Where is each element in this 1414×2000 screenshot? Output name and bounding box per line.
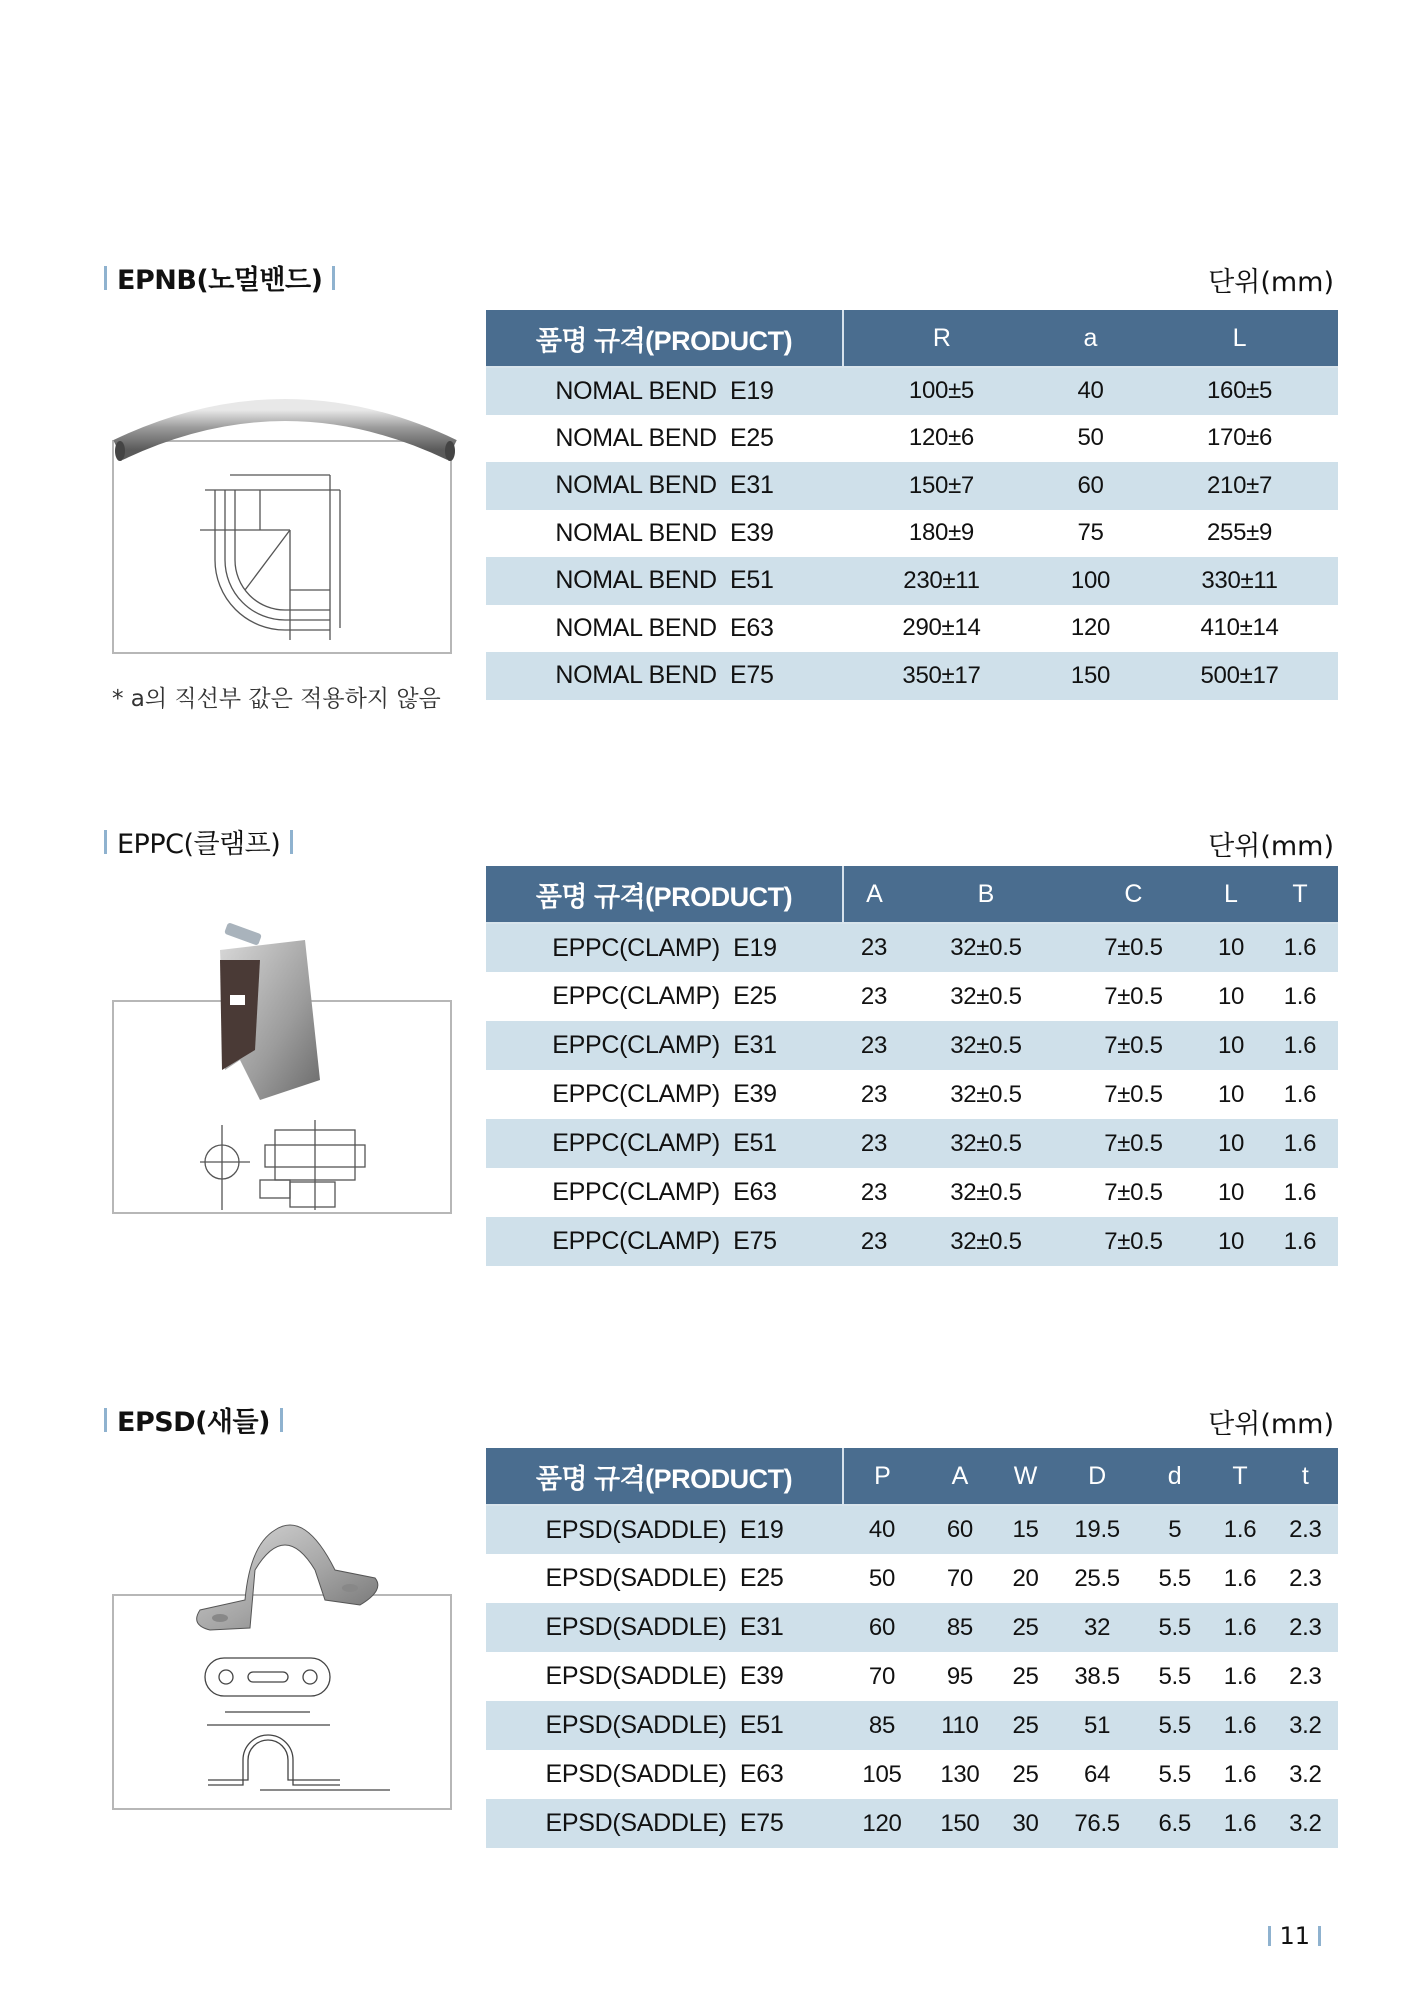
spec-value-cell: 23 xyxy=(843,1119,905,1168)
spec-value-cell: 1.6 xyxy=(1283,982,1317,1010)
spec-value-cell: 32±0.5 xyxy=(950,982,1022,1010)
table-row xyxy=(486,1603,1338,1652)
spec-value-cell: 75 xyxy=(1077,519,1104,547)
page-number-text: 11 xyxy=(1279,1922,1310,1950)
spec-value-cell: 7±0.5 xyxy=(1067,923,1200,972)
spec-value-cell: 105 xyxy=(862,1760,902,1788)
unit-label: 단위(mm) xyxy=(1208,267,1334,298)
spec-value-cell: 10 xyxy=(1217,1178,1245,1206)
spec-value-cell: 85 xyxy=(843,1701,921,1750)
spec-value-cell: 20 xyxy=(1012,1564,1039,1592)
product-name-cell: EPSD(SADDLE) E31 xyxy=(486,1603,843,1652)
table-row xyxy=(486,415,1338,463)
product-name-cell: EPSD(SADDLE) E25 xyxy=(545,1564,784,1592)
spec-value-cell: 23 xyxy=(843,1217,905,1266)
spec-value-cell: 85 xyxy=(921,1603,999,1652)
spec-value-cell: 7±0.5 xyxy=(1067,1021,1200,1070)
spec-value-cell: 1.6 xyxy=(1207,1799,1272,1848)
product-name-cell: EPPC(CLAMP) E51 xyxy=(486,1119,843,1168)
spec-value-cell: 19.5 xyxy=(1052,1505,1142,1554)
spec-value-cell: 25 xyxy=(999,1701,1052,1750)
product-name-cell: NOMAL BEND E25 xyxy=(555,423,774,452)
spec-value-cell: 60 xyxy=(843,1603,921,1652)
column-header: 품명 규격(PRODUCT) xyxy=(486,310,843,367)
spec-value-cell: 1.6 xyxy=(1283,1080,1317,1108)
spec-value-cell: 23 xyxy=(843,1021,905,1070)
product-name-cell: EPSD(SADDLE) E63 xyxy=(545,1760,784,1788)
spec-value-cell: 23 xyxy=(843,923,905,972)
spec-value-cell: 32 xyxy=(1052,1603,1142,1652)
title-accent-bar xyxy=(280,1408,283,1432)
spec-value-cell: 1.6 xyxy=(1223,1564,1257,1592)
section-title-epsd xyxy=(104,1400,293,1439)
spec-value-cell: 500±17 xyxy=(1141,652,1338,700)
spec-value-cell: 7±0.5 xyxy=(1067,1119,1200,1168)
spec-value-cell: 3.2 xyxy=(1289,1760,1322,1788)
spec-value-cell: 1.6 xyxy=(1223,1760,1257,1788)
column-header: L xyxy=(1200,866,1262,923)
epnb-spec-table xyxy=(486,310,1338,700)
product-name-cell: EPPC(CLAMP) E75 xyxy=(486,1217,843,1266)
page-accent-bar xyxy=(1268,1926,1271,1946)
clamp-illustration xyxy=(110,920,460,1230)
product-name-cell: NOMAL BEND E19 xyxy=(486,367,843,415)
spec-value-cell: 32±0.5 xyxy=(905,1217,1067,1266)
spec-value-cell: 255±9 xyxy=(1206,519,1273,547)
spec-value-cell: 2.3 xyxy=(1273,1505,1338,1554)
eppc-spec-table xyxy=(486,866,1338,1266)
title-accent-bar xyxy=(104,266,107,290)
spec-value-cell: 120 xyxy=(843,1799,921,1848)
spec-value-cell: 120±6 xyxy=(908,424,974,452)
spec-value-cell: 95 xyxy=(946,1662,973,1690)
spec-value-cell: 7±0.5 xyxy=(1104,1080,1163,1108)
spec-value-cell: 32±0.5 xyxy=(905,1119,1067,1168)
column-header: a xyxy=(1040,310,1141,367)
column-header: L xyxy=(1141,310,1338,367)
spec-value-cell: 5 xyxy=(1142,1505,1207,1554)
saddle-illustration xyxy=(110,1490,460,1820)
spec-value-cell: 25 xyxy=(1012,1760,1039,1788)
table-header-row xyxy=(486,310,1338,367)
spec-value-cell: 10 xyxy=(1200,1119,1262,1168)
section-title-text: EPNB(노멀밴드) xyxy=(117,265,323,296)
table-row xyxy=(486,923,1338,972)
product-name-cell: EPSD(SADDLE) E19 xyxy=(486,1505,843,1554)
spec-value-cell: 110 xyxy=(921,1701,999,1750)
column-header: D xyxy=(1052,1448,1142,1505)
table-row xyxy=(486,367,1338,415)
spec-value-cell: 3.2 xyxy=(1273,1701,1338,1750)
spec-value-cell: 32±0.5 xyxy=(905,923,1067,972)
title-accent-bar xyxy=(332,266,335,290)
unit-label: 단위(mm) xyxy=(1208,1409,1334,1440)
table-row xyxy=(486,605,1338,653)
column-header: B xyxy=(905,866,1067,923)
spec-value-cell: 150 xyxy=(921,1799,999,1848)
spec-value-cell: 160±5 xyxy=(1141,367,1338,415)
spec-value-cell: 410±14 xyxy=(1200,614,1279,642)
spec-value-cell: 10 xyxy=(1217,1080,1245,1108)
spec-value-cell: 150±7 xyxy=(843,462,1040,510)
title-accent-bar xyxy=(290,830,293,854)
table-row xyxy=(486,1119,1338,1168)
product-name-cell: NOMAL BEND E51 xyxy=(486,557,843,605)
column-header: A xyxy=(921,1448,999,1505)
table-header-row xyxy=(486,1448,1338,1505)
spec-value-cell: 7±0.5 xyxy=(1067,1217,1200,1266)
spec-value-cell: 7±0.5 xyxy=(1104,1178,1163,1206)
page-number xyxy=(1260,1922,1329,1950)
spec-value-cell: 5.5 xyxy=(1158,1662,1191,1690)
spec-value-cell: 60 xyxy=(1040,462,1141,510)
spec-value-cell: 290±14 xyxy=(902,614,981,642)
product-name-cell: NOMAL BEND E75 xyxy=(486,652,843,700)
spec-value-cell: 230±11 xyxy=(843,557,1040,605)
column-header: T xyxy=(1262,866,1338,923)
product-name-cell: EPSD(SADDLE) E75 xyxy=(486,1799,843,1848)
spec-value-cell: 100±5 xyxy=(843,367,1040,415)
spec-value-cell: 60 xyxy=(921,1505,999,1554)
product-name-cell: EPPC(CLAMP) E19 xyxy=(486,923,843,972)
product-name-cell: NOMAL BEND E31 xyxy=(486,462,843,510)
spec-value-cell: 32±0.5 xyxy=(950,1080,1022,1108)
column-header: d xyxy=(1142,1448,1207,1505)
spec-value-cell: 1.6 xyxy=(1262,1021,1338,1070)
product-name-cell: EPSD(SADDLE) E39 xyxy=(545,1662,784,1690)
column-header: A xyxy=(843,866,905,923)
product-name-cell: EPPC(CLAMP) E39 xyxy=(552,1080,777,1108)
spec-value-cell: 130 xyxy=(940,1760,980,1788)
spec-value-cell: 3.2 xyxy=(1273,1799,1338,1848)
spec-value-cell: 1.6 xyxy=(1262,923,1338,972)
table-row xyxy=(486,1652,1338,1701)
section-title-eppc xyxy=(104,822,303,861)
spec-value-cell: 1.6 xyxy=(1223,1662,1257,1690)
clamp-icon xyxy=(110,920,460,1230)
spec-value-cell: 350±17 xyxy=(843,652,1040,700)
section-title-text: EPSD(새들) xyxy=(117,1407,270,1438)
section-title-text: EPPC(클램프) xyxy=(117,829,281,860)
spec-value-cell: 51 xyxy=(1052,1701,1142,1750)
table-row xyxy=(486,1750,1338,1799)
spec-value-cell: 30 xyxy=(999,1799,1052,1848)
saddle-icon xyxy=(110,1490,460,1820)
spec-value-cell: 6.5 xyxy=(1142,1799,1207,1848)
table-row xyxy=(486,1168,1338,1217)
spec-value-cell: 1.6 xyxy=(1207,1505,1272,1554)
spec-value-cell: 2.3 xyxy=(1273,1603,1338,1652)
spec-value-cell: 1.6 xyxy=(1283,1178,1317,1206)
product-name-cell: EPPC(CLAMP) E31 xyxy=(486,1021,843,1070)
table-row xyxy=(486,557,1338,605)
product-name-cell: NOMAL BEND E63 xyxy=(555,613,774,642)
table-row xyxy=(486,510,1338,558)
spec-value-cell: 25 xyxy=(1012,1662,1039,1690)
table-row xyxy=(486,1554,1338,1603)
spec-value-cell: 2.3 xyxy=(1289,1564,1322,1592)
table-row xyxy=(486,1070,1338,1119)
spec-value-cell: 38.5 xyxy=(1074,1662,1120,1690)
table-row xyxy=(486,1021,1338,1070)
epsd-spec-table xyxy=(486,1448,1338,1848)
spec-value-cell: 25 xyxy=(999,1603,1052,1652)
column-header: 품명 규격(PRODUCT) xyxy=(486,866,843,923)
column-header: R xyxy=(843,310,1040,367)
spec-value-cell: 15 xyxy=(999,1505,1052,1554)
spec-value-cell: 76.5 xyxy=(1052,1799,1142,1848)
column-header: T xyxy=(1207,1448,1272,1505)
table-row xyxy=(486,1505,1338,1554)
page-accent-bar xyxy=(1318,1926,1321,1946)
spec-value-cell: 150 xyxy=(1040,652,1141,700)
spec-value-cell: 25.5 xyxy=(1074,1564,1120,1592)
product-name-cell: EPSD(SADDLE) E51 xyxy=(486,1701,843,1750)
spec-value-cell: 210±7 xyxy=(1141,462,1338,510)
title-accent-bar xyxy=(104,830,107,854)
table-row xyxy=(486,1701,1338,1750)
bend-pipe-icon xyxy=(110,390,460,680)
spec-value-cell: 1.6 xyxy=(1207,1603,1272,1652)
product-name-cell: NOMAL BEND E39 xyxy=(555,518,774,547)
spec-value-cell: 50 xyxy=(1077,424,1104,452)
spec-value-cell: 5.5 xyxy=(1158,1760,1191,1788)
spec-value-cell: 1.6 xyxy=(1207,1701,1272,1750)
spec-value-cell: 2.3 xyxy=(1289,1662,1322,1690)
spec-value-cell: 70 xyxy=(946,1564,973,1592)
spec-value-cell: 1.6 xyxy=(1262,1217,1338,1266)
spec-value-cell: 23 xyxy=(860,982,888,1010)
title-accent-bar xyxy=(104,1408,107,1432)
spec-value-cell: 32±0.5 xyxy=(950,1178,1022,1206)
table-row xyxy=(486,462,1338,510)
normal-bend-illustration xyxy=(110,390,460,680)
spec-value-cell: 32±0.5 xyxy=(905,1021,1067,1070)
spec-value-cell: 10 xyxy=(1200,923,1262,972)
spec-value-cell: 64 xyxy=(1084,1760,1111,1788)
spec-value-cell: 100 xyxy=(1040,557,1141,605)
table-row xyxy=(486,1799,1338,1848)
table-row xyxy=(486,972,1338,1021)
spec-value-cell: 1.6 xyxy=(1262,1119,1338,1168)
spec-value-cell: 23 xyxy=(860,1080,888,1108)
footnote: * a의 직선부 값은 적용하지 않음 xyxy=(112,686,441,712)
column-header: W xyxy=(999,1448,1052,1505)
table-row xyxy=(486,652,1338,700)
spec-value-cell: 70 xyxy=(868,1662,896,1690)
spec-value-cell: 180±9 xyxy=(908,519,974,547)
product-name-cell: EPPC(CLAMP) E25 xyxy=(552,982,777,1010)
spec-value-cell: 5.5 xyxy=(1142,1701,1207,1750)
table-row xyxy=(486,1217,1338,1266)
spec-value-cell: 50 xyxy=(868,1564,896,1592)
spec-value-cell: 120 xyxy=(1070,614,1111,642)
column-header: 품명 규격(PRODUCT) xyxy=(486,1448,843,1505)
spec-value-cell: 5.5 xyxy=(1158,1564,1191,1592)
table-header-row xyxy=(486,866,1338,923)
spec-value-cell: 5.5 xyxy=(1142,1603,1207,1652)
spec-value-cell: 7±0.5 xyxy=(1104,982,1163,1010)
product-name-cell: EPPC(CLAMP) E63 xyxy=(552,1178,777,1206)
spec-value-cell: 10 xyxy=(1217,982,1245,1010)
section-title-epnb xyxy=(104,258,345,297)
spec-value-cell: 40 xyxy=(843,1505,921,1554)
spec-value-cell: 10 xyxy=(1200,1021,1262,1070)
column-header: t xyxy=(1273,1448,1338,1505)
spec-value-cell: 330±11 xyxy=(1141,557,1338,605)
spec-value-cell: 170±6 xyxy=(1206,424,1273,452)
column-header: P xyxy=(843,1448,921,1505)
spec-value-cell: 10 xyxy=(1200,1217,1262,1266)
column-header: C xyxy=(1067,866,1200,923)
spec-value-cell: 40 xyxy=(1040,367,1141,415)
spec-value-cell: 23 xyxy=(860,1178,888,1206)
unit-label: 단위(mm) xyxy=(1208,831,1334,862)
